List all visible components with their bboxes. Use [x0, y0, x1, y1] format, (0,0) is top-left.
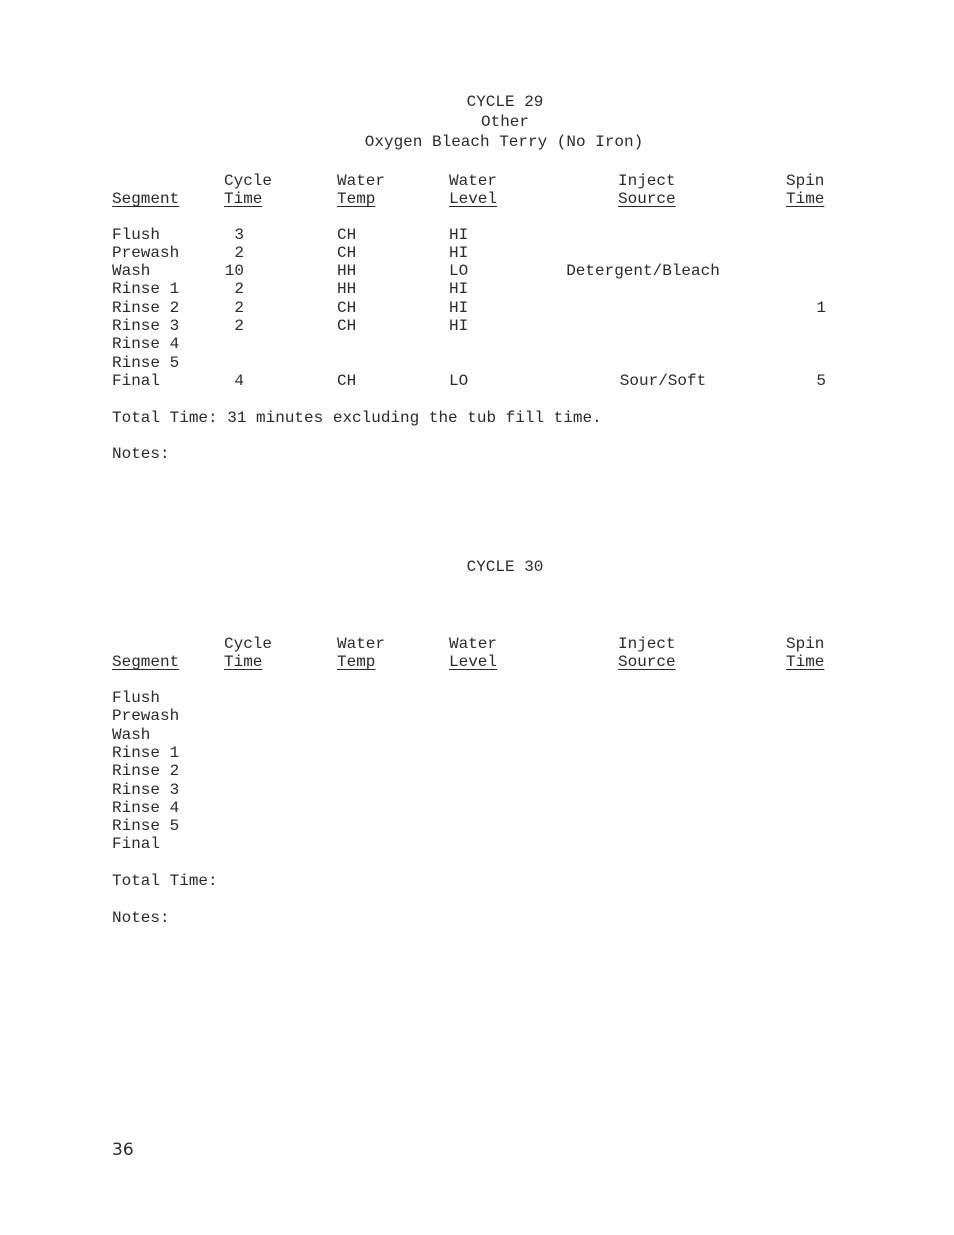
table-cell-level: HI: [449, 226, 469, 244]
page-number: 36: [112, 1140, 134, 1160]
header-temp-top: Water: [337, 635, 386, 653]
table-cell-level: LO: [449, 372, 469, 390]
header-inject-top: Inject: [618, 172, 676, 190]
table-cell-spin: 1: [816, 299, 826, 317]
header-water-temp: Temp: [337, 653, 376, 671]
table-cell-segment: Rinse 5: [112, 354, 180, 372]
table-cell-segment: Prewash: [112, 707, 180, 725]
cycle-29-title: CYCLE 29: [466, 93, 544, 111]
table-cell-time: 3: [234, 226, 244, 244]
cycle-29-notes: Notes:: [112, 445, 170, 463]
table-cell-level: HI: [449, 299, 469, 317]
table-cell-segment: Rinse 3: [112, 781, 180, 799]
header-inject-source: Source: [618, 653, 676, 671]
table-cell-inject: Sour/Soft: [619, 372, 707, 390]
header-spin-top: Spin: [786, 172, 825, 190]
table-cell-time: 2: [234, 299, 244, 317]
cycle-29-total-time: Total Time: 31 minutes excluding the tub fill time.: [112, 409, 602, 427]
header-water-level: Level: [449, 190, 498, 208]
table-cell-segment: Rinse 2: [112, 299, 180, 317]
header-spin-time: Time: [786, 653, 825, 671]
table-cell-level: HI: [449, 244, 469, 262]
table-cell-segment: Rinse 1: [112, 280, 180, 298]
table-cell-level: LO: [449, 262, 469, 280]
table-cell-segment: Flush: [112, 226, 161, 244]
header-water-level: Level: [449, 653, 498, 671]
header-cycle-top: Cycle: [224, 635, 273, 653]
table-cell-segment: Rinse 5: [112, 817, 180, 835]
header-cycle-top: Cycle: [224, 172, 273, 190]
header-segment: Segment: [112, 190, 180, 208]
table-cell-segment: Wash: [112, 262, 151, 280]
cycle-29-description: Oxygen Bleach Terry (No Iron): [364, 133, 644, 151]
table-cell-segment: Rinse 2: [112, 762, 180, 780]
header-spin-top: Spin: [786, 635, 825, 653]
table-cell-inject: Detergent/Bleach: [566, 262, 720, 280]
table-cell-temp: CH: [337, 244, 357, 262]
table-cell-temp: CH: [337, 226, 357, 244]
header-level-top: Water: [449, 635, 498, 653]
header-level-top: Water: [449, 172, 498, 190]
header-segment: Segment: [112, 653, 180, 671]
cycle-30-total-time: Total Time:: [112, 872, 218, 890]
table-cell-segment: Rinse 4: [112, 335, 180, 353]
table-cell-segment: Final: [112, 835, 161, 853]
table-cell-segment: Rinse 1: [112, 744, 180, 762]
table-cell-spin: 5: [816, 372, 826, 390]
table-cell-time: 2: [234, 280, 244, 298]
table-cell-temp: CH: [337, 372, 357, 390]
table-cell-time: 4: [234, 372, 244, 390]
cycle-30-title: CYCLE 30: [466, 558, 544, 576]
table-cell-segment: Wash: [112, 726, 151, 744]
cycle-29-category: Other: [480, 113, 530, 131]
table-cell-temp: HH: [337, 280, 357, 298]
table-cell-segment: Flush: [112, 689, 161, 707]
table-cell-segment: Final: [112, 372, 161, 390]
header-cycle-time: Time: [224, 653, 263, 671]
table-cell-segment: Rinse 3: [112, 317, 180, 335]
header-spin-time: Time: [786, 190, 825, 208]
table-cell-level: HI: [449, 317, 469, 335]
table-cell-temp: HH: [337, 262, 357, 280]
header-cycle-time: Time: [224, 190, 263, 208]
table-cell-temp: CH: [337, 317, 357, 335]
header-water-temp: Temp: [337, 190, 376, 208]
header-inject-source: Source: [618, 190, 676, 208]
table-cell-time: 2: [234, 244, 244, 262]
table-cell-temp: CH: [337, 299, 357, 317]
header-inject-top: Inject: [618, 635, 676, 653]
table-cell-segment: Rinse 4: [112, 799, 180, 817]
table-cell-level: HI: [449, 280, 469, 298]
table-cell-time: 10: [224, 262, 244, 280]
header-temp-top: Water: [337, 172, 386, 190]
table-cell-time: 2: [234, 317, 244, 335]
table-cell-segment: Prewash: [112, 244, 180, 262]
cycle-30-notes: Notes:: [112, 909, 170, 927]
